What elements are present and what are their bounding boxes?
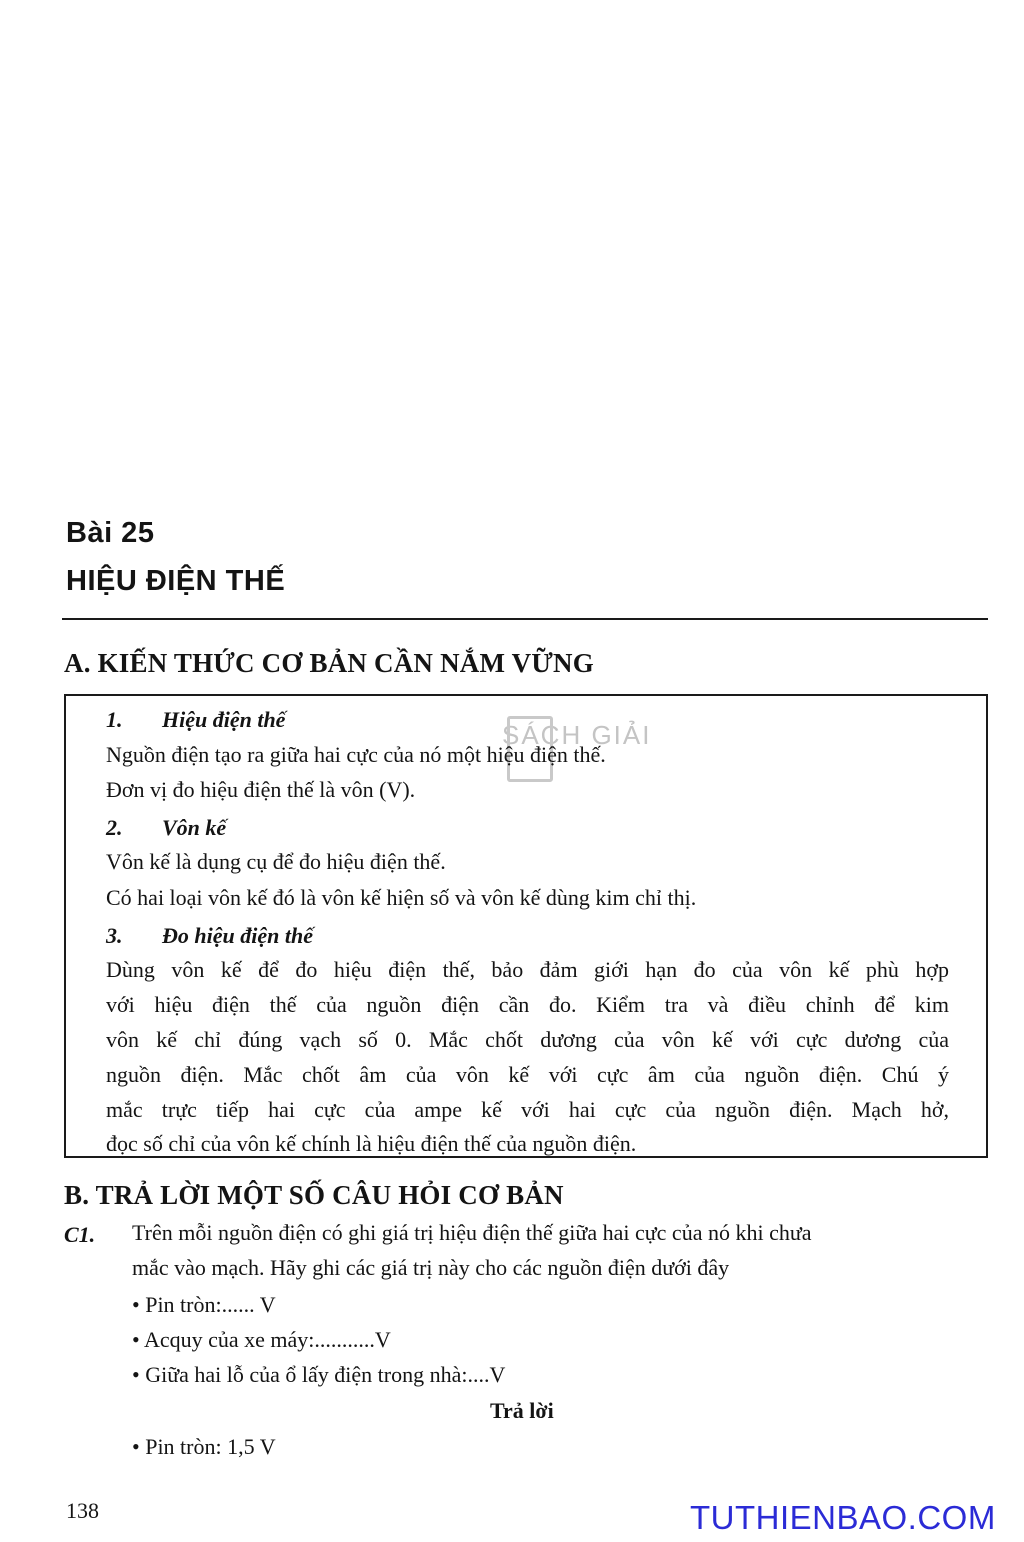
- item-2-line-1: Vôn kế là dụng cụ để đo hiệu điện thế.: [106, 849, 446, 874]
- item-title: Đo hiệu điện thế: [162, 923, 313, 948]
- watermark-text: SÁCH GIẢI: [502, 720, 652, 750]
- answer-bullet-1: • Pin tròn: 1,5 V: [132, 1434, 276, 1459]
- item-3-line-2: với hiệu điện thế của nguồn điện cần đo. Kiểm tra và điều chỉnh để kim: [106, 992, 949, 1017]
- item-number: 3.: [106, 923, 123, 948]
- question-line-2: mắc vào mạch. Hãy ghi các giá trị này cho các nguồn điện dưới đây: [132, 1255, 730, 1280]
- item-1-line-1: Nguồn điện tạo ra giữa hai cực của nó một hiệu điện thế.: [106, 742, 606, 767]
- item-3-line-5: mắc trực tiếp hai cực của ampe kế với hai cực của nguồn điện. Mạch hở,: [106, 1097, 949, 1122]
- item-number: 1.: [106, 707, 123, 732]
- item-3-line-6: đọc số chỉ của vôn kế chính là hiệu điện thế của nguồn điện.: [106, 1131, 637, 1156]
- section-a-heading: A. KIẾN THỨC CƠ BẢN CẦN NẮM VỮNG: [64, 648, 594, 678]
- question-bullet-2: • Acquy của xe máy:...........V: [132, 1327, 391, 1352]
- item-2-heading: [106, 815, 226, 841]
- header-divider: [62, 618, 988, 620]
- question-line-1: Trên mỗi nguồn điện có ghi giá trị hiệu điện thế giữa hai cực của nó khi chưa: [132, 1220, 812, 1245]
- item-title: Vôn kế: [162, 815, 227, 840]
- lesson-title: HIỆU ĐIỆN THẾ: [66, 565, 286, 597]
- section-b-heading: B. TRẢ LỜI MỘT SỐ CÂU HỎI CƠ BẢN: [64, 1180, 564, 1210]
- question-bullet-3: • Giữa hai lỗ của ổ lấy điện trong nhà:....V: [132, 1362, 506, 1387]
- footer-brand-link[interactable]: TUTHIENBAO.COM: [690, 1499, 996, 1536]
- lesson-number: Bài 25: [66, 517, 155, 549]
- question-bullet-1: • Pin tròn:...... V: [132, 1292, 276, 1317]
- item-3-line-3: vôn kế chỉ đúng vạch số 0. Mắc chốt dương của vôn kế với cực dương của: [106, 1027, 949, 1052]
- item-3-line-1: Dùng vôn kế để đo hiệu điện thế, bảo đảm giới hạn đo của vôn kế phù hợp: [106, 957, 949, 982]
- item-3-heading: [106, 923, 313, 949]
- item-title: Hiệu điện thế: [162, 707, 286, 732]
- item-3-line-4: nguồn điện. Mắc chốt âm của vôn kế với cực âm của nguồn điện. Chú ý: [106, 1062, 949, 1087]
- item-1-heading: [106, 707, 285, 733]
- item-number: 2.: [106, 815, 123, 840]
- page-number: 138: [66, 1498, 99, 1523]
- answer-heading: Trả lời: [490, 1398, 554, 1423]
- item-2-line-2: Có hai loại vôn kế đó là vôn kế hiện số và vôn kế dùng kim chỉ thị.: [106, 885, 697, 910]
- item-1-line-2: Đơn vị đo hiệu điện thế là vôn (V).: [106, 777, 416, 802]
- question-label: C1.: [64, 1222, 96, 1247]
